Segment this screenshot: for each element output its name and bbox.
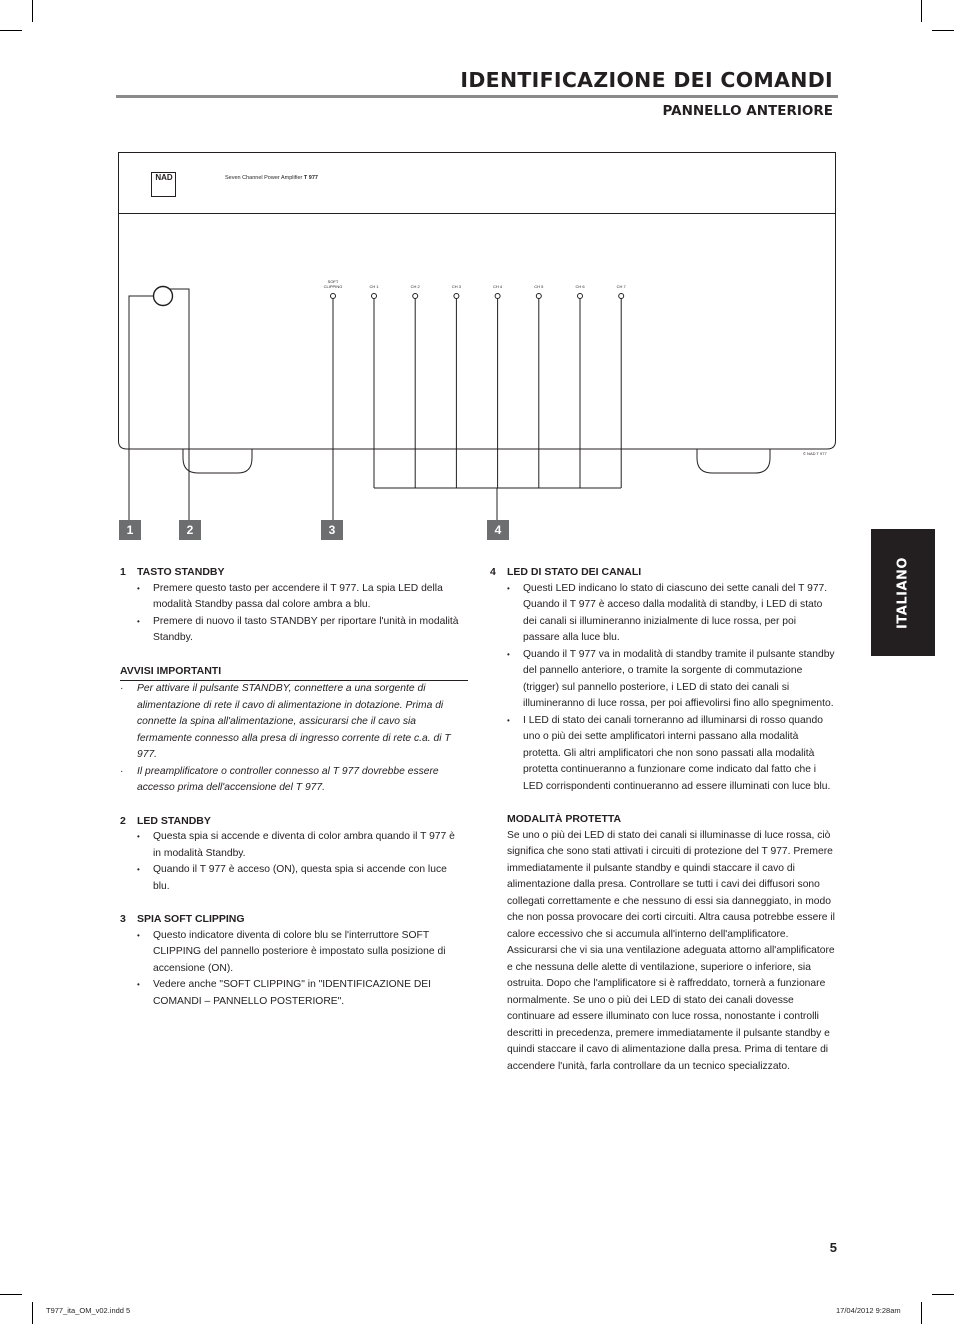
section-heading: 2 LED STANDBY xyxy=(120,814,211,827)
channel-led xyxy=(495,294,500,299)
channel-led xyxy=(372,294,377,299)
channel-led xyxy=(619,294,624,299)
channel-led xyxy=(578,294,583,299)
list-item: · Per attivare il pulsante STANDBY, connettere a una sorgente di alimentazione di rete il cavo di alimentazione in dotazione. Prima di connette la spina all'alimentazione, assicurarsi che il cavo sia fermamente connesso alla presa di ingresso corrente di rete c.a. di T 977. xyxy=(120,681,460,764)
channel-label: CH 3 xyxy=(451,284,461,289)
model-text xyxy=(225,175,318,181)
channel-led xyxy=(454,294,459,299)
left-foot xyxy=(183,449,252,473)
section-2-list xyxy=(120,829,460,895)
page-subtitle: PANNELLO ANTERIORE xyxy=(662,103,833,119)
leader-line-1 xyxy=(129,296,153,520)
section-3-list xyxy=(120,928,460,1011)
channel-label: CH 2 xyxy=(410,284,420,289)
list-item: • Premere di nuovo il tasto STANDBY per riportare l'unità in modalità Standby. xyxy=(120,614,460,647)
leader-line-2 xyxy=(170,289,189,520)
channel-label: CH 4 xyxy=(493,284,503,289)
soft-clipping-led xyxy=(331,294,336,299)
corner-mark: © NAD T 977 xyxy=(803,451,827,456)
section-heading: 3 SPIA SOFT CLIPPING xyxy=(120,913,245,925)
section-heading: 1 TASTO STANDBY xyxy=(120,566,225,578)
page-number: 5 xyxy=(829,1240,837,1255)
section-4-list xyxy=(490,581,835,796)
warnings-list xyxy=(120,681,460,797)
list-item: • I LED di stato dei canali torneranno ad illuminarsi di rosso quando uno o più dei sette amplificatori interni passano alla modalità protetta. Gli altri amplificatori che non sono passati alla modalità protetta continueranno a funzionare come indicato dal fatto che i LED corrispondenti continueranno ad essere illuminati con luce blu. xyxy=(490,713,835,796)
channel-label: CH 7 xyxy=(616,284,626,289)
channel-label: CH 5 xyxy=(534,284,544,289)
footer-file: T977_ita_OM_v02.indd 5 xyxy=(46,1306,131,1315)
channel-led xyxy=(536,294,541,299)
channel-label: CH 6 xyxy=(575,284,585,289)
model-text-regular: Seven Channel Power Amplifier xyxy=(225,175,303,181)
right-column xyxy=(490,564,835,1075)
callout-2: 2 xyxy=(179,520,201,540)
standby-button-shape xyxy=(154,287,173,306)
soft-clipping-label: SOFT CLIPPING xyxy=(323,279,343,289)
language-tab-label: ITALIANO xyxy=(895,556,911,629)
list-item: • Quando il T 977 va in modalità di standby tramite il pulsante standby del pannello anteriore, o tramite la sorgente di commutazione (trigger) sul pannello posteriore, i LED di stato dei canali si illumineranno di luce rossa, per poi affievolirsi fino allo spegnimento. xyxy=(490,647,835,713)
list-item: • Quando il T 977 è acceso (ON), questa spia si accende con luce blu. xyxy=(120,862,460,895)
right-foot xyxy=(697,449,770,473)
callout-1: 1 xyxy=(119,520,141,540)
left-column xyxy=(120,564,460,1010)
callout-3: 3 xyxy=(321,520,343,540)
panel-outline xyxy=(119,153,836,450)
callout-4: 4 xyxy=(487,520,509,540)
section-1-list xyxy=(120,581,460,647)
channel-led xyxy=(413,294,418,299)
protect-mode-text: Se uno o più dei LED di stato dei canali si illuminasse di luce rossa, ciò significa che sono stati attivati i circuiti di protezione del T 977. Premere immediatamente il pulsante standby e quindi staccare il cavo di alimentazione dalla presa. Controllare se tutti i cavi dei diffusori sono collegati correttamente e che nessuno di essi sia danneggiato, in modo che non possa provocare dei corti circuiti. Altra causa potrebbe essere il calore eccessivo che si accumula all'interno dell'amplificatore. Assicurarsi che vi sia una ventilazione adeguata attorno all'amplificatore e che nessuna delle alette di ventilazione, superiore o inferiore, sia ostruita. Dopo che l'amplificatore si è raffreddato, tornerà a funzionare normalmente. Se uno o più dei LED di stato dei canali dovesse continuare ad essere illuminato con luce rossa, nonostante i controlli descritti in precedenza, premere immediatamente il pulsante standby e quindi staccare il cavo di alimentazione dalla presa. Prima di tentare di accendere l'unità, farla controllare da un tecnico specializzato. xyxy=(507,829,835,1072)
channel-label: CH 1 xyxy=(369,284,379,289)
protect-mode-heading: MODALITÀ PROTETTA xyxy=(507,813,622,825)
list-item: · Il preamplificatore o controller connesso al T 977 dovrebbe essere accesso prima dell'accensione del T 977. xyxy=(120,764,460,797)
front-panel-diagram xyxy=(0,0,954,560)
nad-logo: NAD xyxy=(155,173,173,182)
footer-date: 17/04/2012 9:28am xyxy=(836,1306,901,1315)
crop-mark xyxy=(932,1294,954,1295)
crop-mark xyxy=(921,1302,922,1324)
list-item: • Vedere anche "SOFT CLIPPING" in "IDENTIFICAZIONE DEI COMANDI – PANNELLO POSTERIORE". xyxy=(120,977,460,1010)
list-item: • Questi LED indicano lo stato di ciascuno dei sette canali del T 977. Quando il T 977 è acceso dalla modalità di standby, i LED di stato dei canali si illumineranno inizialmente di luce rossa, per poi passare alla luce blu. xyxy=(490,581,835,647)
crop-mark xyxy=(0,1294,22,1295)
list-item: • Questa spia si accende e diventa di color ambra quando il T 977 è in modalità Standby. xyxy=(120,829,460,862)
crop-mark xyxy=(32,1302,33,1324)
model-text-bold: T 977 xyxy=(303,175,318,181)
list-item: • Questo indicatore diventa di colore blu se l'interruttore SOFT CLIPPING del pannello posteriore è impostato sulla posizione di accensione (ON). xyxy=(120,928,460,978)
list-item: • Premere questo tasto per accendere il T 977. La spia LED della modalità Standby passa dal colore ambra a blu. xyxy=(120,581,460,614)
section-heading: 4 LED DI STATO DEI CANALI xyxy=(490,566,642,578)
page-title: IDENTIFICAZIONE DEI COMANDI xyxy=(460,68,833,92)
warnings-heading: AVVISI IMPORTANTI xyxy=(120,663,468,682)
channel-leds xyxy=(372,294,624,489)
